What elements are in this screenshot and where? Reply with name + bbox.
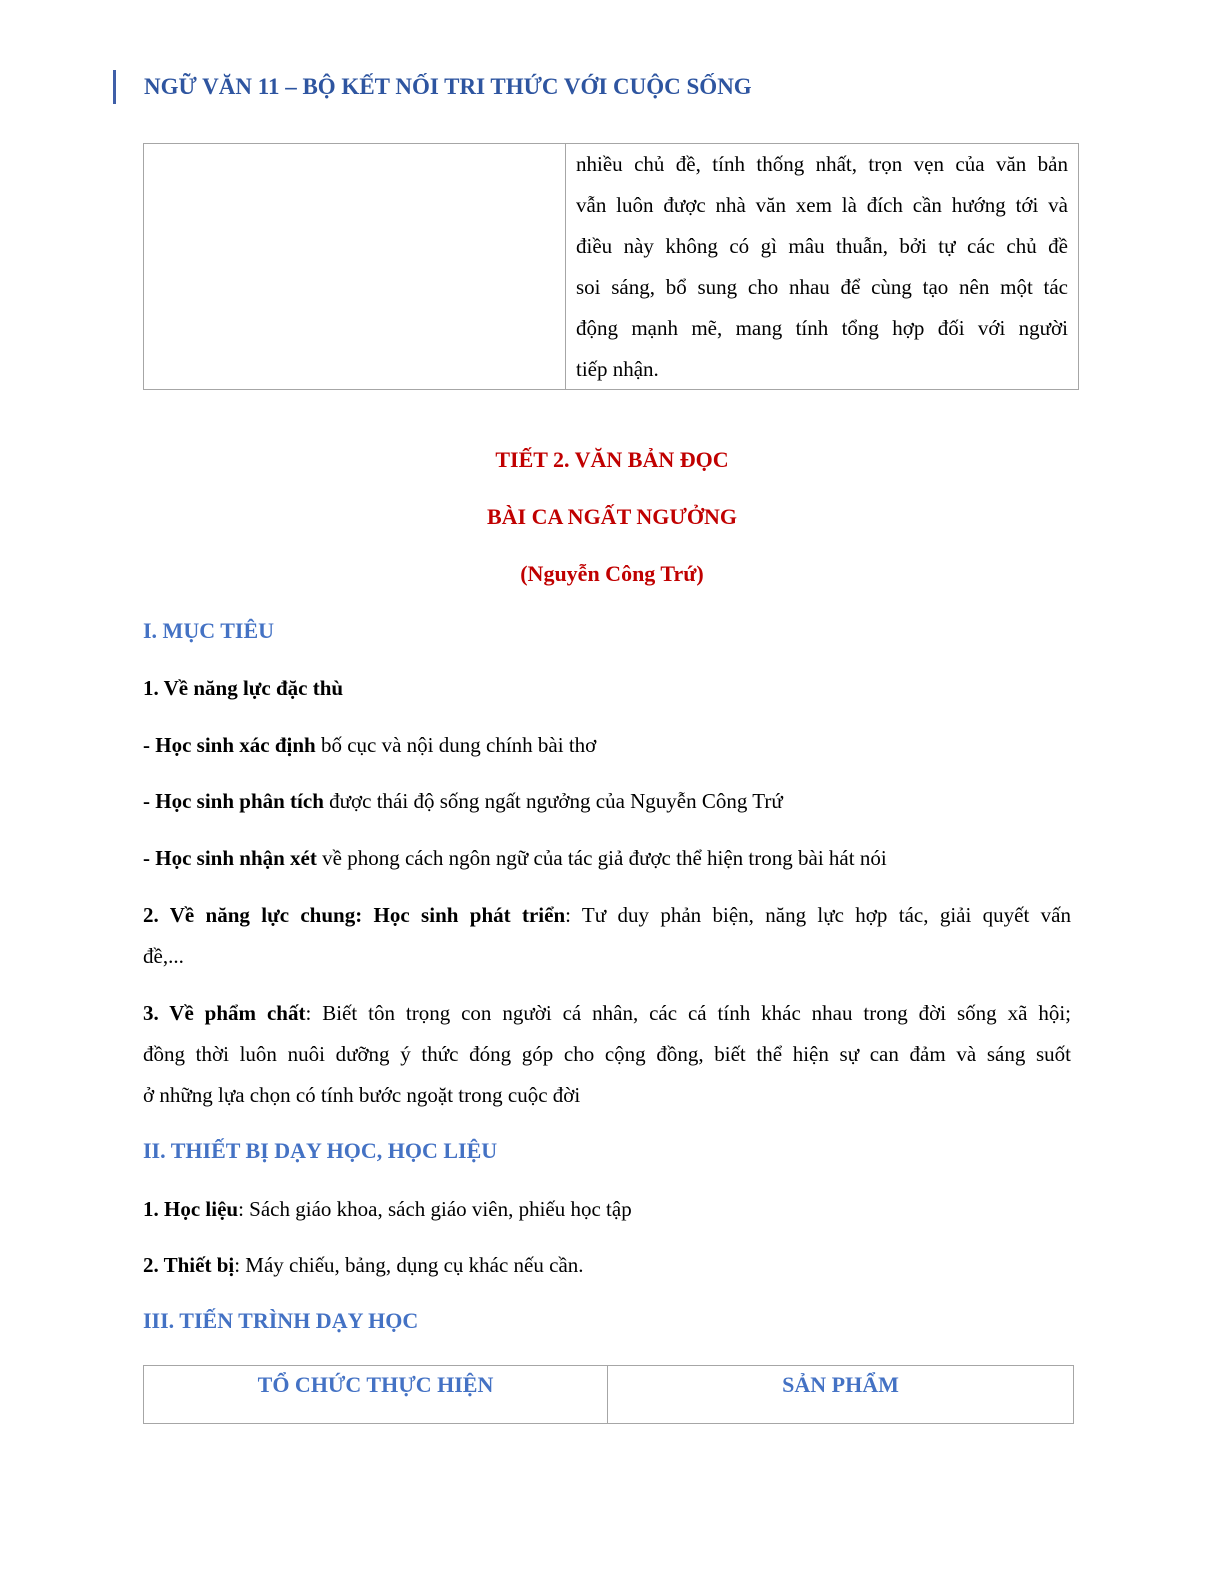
table-line: soi sáng, bổ sung cho nhau để cùng tạo nên một tác xyxy=(576,275,1068,299)
top-table-right-cell xyxy=(566,144,1078,389)
materials-bold: 1. Học liệu xyxy=(143,1197,239,1221)
materials-text: : Sách giáo khoa, sách giáo viên, phiếu học tập xyxy=(238,1197,632,1221)
general-competence xyxy=(143,895,1071,977)
bullet-3 xyxy=(143,838,1071,879)
general-competence-bold: 2. Về năng lực chung: Học sinh phát triển xyxy=(143,903,566,927)
table-line: động mạnh mẽ, mang tính tổng hợp đối với người xyxy=(576,316,1068,340)
poem-title: BÀI CA NGẤT NGƯỞNG xyxy=(487,504,737,529)
equipment-text: : Máy chiếu, bảng, dụng cụ khác nếu cần. xyxy=(234,1253,584,1277)
process-table-header-product: SẢN PHẨM xyxy=(782,1372,899,1397)
top-table xyxy=(143,143,1079,390)
bullet-2-bold: - Học sinh phân tích xyxy=(143,789,324,813)
table-line: điều này không có gì mâu thuẫn, bởi tự các chủ đề xyxy=(576,234,1068,258)
qualities-line-3: ở những lựa chọn có tính bước ngoặt trong cuộc đời xyxy=(143,1083,581,1107)
general-competence-line-2: đề,... xyxy=(143,944,184,968)
objective-specific-heading xyxy=(143,668,1071,709)
bullet-1-text: bố cục và nội dung chính bài thơ xyxy=(315,733,597,757)
bullet-1-bold: - Học sinh xác định xyxy=(143,733,316,757)
qualities-line-2: đồng thời luôn nuôi dưỡng ý thức đóng góp cho cộng đồng, biết thể hiện sự can đảm và sáng suốt xyxy=(143,1042,1071,1066)
author-name: (Nguyễn Công Trứ) xyxy=(520,561,704,586)
table-line: vẫn luôn được nhà văn xem là đích cần hướng tới và xyxy=(576,193,1068,217)
section-objectives-heading: I. MỤC TIÊU xyxy=(143,618,275,643)
bullet-3-text: về phong cách ngôn ngữ của tác giả được thể hiện trong bài hát nói xyxy=(316,846,887,870)
section-process-heading: III. TIẾN TRÌNH DẠY HỌC xyxy=(143,1308,419,1333)
qualities-text: : Biết tôn trọng con người cá nhân, các cá tính khác nhau trong đời sống xã hội; xyxy=(305,1001,1072,1025)
section-equipment-heading: II. THIẾT BỊ DẠY HỌC, HỌC LIỆU xyxy=(143,1138,498,1163)
table-line: tiếp nhận. xyxy=(576,357,659,381)
page-header: NGỮ VĂN 11 – BỘ KẾT NỐI TRI THỨC VỚI CUỘC SỐNG xyxy=(113,70,752,104)
process-table xyxy=(143,1365,1074,1424)
bullet-2-text: được thái độ sống ngất ngưởng của Nguyễn Công Trứ xyxy=(323,789,783,813)
equipment-bold: 2. Thiết bị xyxy=(143,1253,235,1277)
materials-item xyxy=(143,1189,1071,1230)
qualities-bold: 3. Về phẩm chất xyxy=(143,1001,306,1025)
top-table-left-cell xyxy=(144,144,566,389)
general-competence-line-1 xyxy=(143,895,1071,936)
table-line: nhiều chủ đề, tính thống nhất, trọn vẹn của văn bản xyxy=(576,152,1068,176)
objective-specific-label: 1. Về năng lực đặc thù xyxy=(143,676,344,700)
qualities-line-1 xyxy=(143,993,1071,1034)
process-table-header-organize: TỔ CHỨC THỰC HIỆN xyxy=(144,1366,608,1423)
equipment-item xyxy=(143,1245,1071,1286)
qualities xyxy=(143,993,1071,1116)
lesson-title: TIẾT 2. VĂN BẢN ĐỌC xyxy=(495,447,729,472)
bullet-1 xyxy=(143,725,1071,766)
general-competence-text: : Tư duy phản biện, năng lực hợp tác, giải quyết vấn xyxy=(565,903,1071,927)
bullet-3-bold: - Học sinh nhận xét xyxy=(143,846,317,870)
bullet-2 xyxy=(143,781,1071,822)
